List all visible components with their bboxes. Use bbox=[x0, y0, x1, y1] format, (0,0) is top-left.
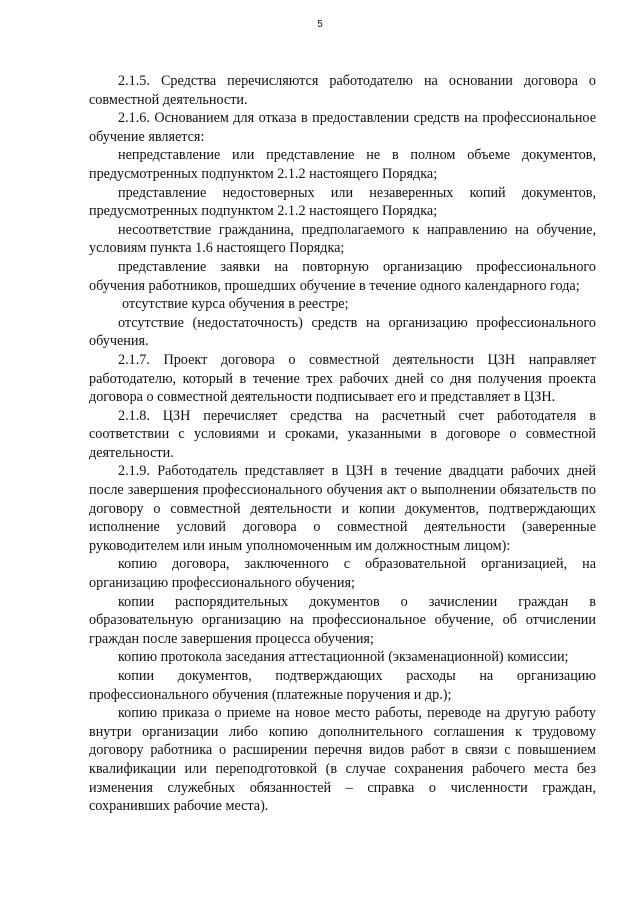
document-list-item: копии распорядительных документов о зачислении граждан в образовательную организацию на профессиональное обучение, об отчислении граждан после завершения процесса обучения; bbox=[89, 593, 596, 647]
document-list-item: копию протокола заседания аттестационной (экзаменационной) комиссии; bbox=[118, 649, 569, 666]
refusal-reason-item: представление недостоверных или незаверенных копий документов, предусмотренных подпунктом 2.1.2 настоящего Порядка; bbox=[89, 184, 596, 220]
paragraph-2-1-9: 2.1.9. Работодатель представляет в ЦЗН в течение двадцати рабочих дней после завершения профессионального обучения акт о выполнении обязательств по договору о совместной деятельности и копии документов, подтверждающих исполнение условий договора о совместной деятельности (заверенные руководителем или иным уполномоченным им должностным лицом): bbox=[89, 463, 596, 554]
paragraph-2-1-5: 2.1.5. Средства перечисляются работодателю на основании договора о совместной деятельности. bbox=[89, 73, 596, 108]
refusal-reason-item: отсутствие (недостаточность) средств на организацию профессионального обучения. bbox=[89, 314, 596, 350]
refusal-reason-item: представление заявки на повторную организацию профессионального обучения работников, прошедших обучение в течение одного календарного года; bbox=[89, 258, 596, 294]
page-number: 5 bbox=[317, 19, 323, 30]
document-list-item: копию договора, заключенного с образовательной организацией, на организацию профессионального обучения; bbox=[89, 556, 596, 592]
document-list-item: копии документов, подтверждающих расходы на организацию профессионального обучения (платежные поручения и др.); bbox=[89, 668, 596, 703]
refusal-reason-item: несоответствие гражданина, предполагаемого к направлению на обучение, условиям пункта 1.6 настоящего Порядка; bbox=[89, 221, 596, 257]
paragraph-2-1-8: 2.1.8. ЦЗН перечисляет средства на расчетный счет работодателя в соответствии с условиями и сроками, указанными в договоре о совместной деятельности. bbox=[89, 407, 596, 461]
refusal-reason-item: непредставление или представление не в полном объеме документов, предусмотренных подпунктом 2.1.2 настоящего Порядка; bbox=[89, 147, 596, 182]
document-list-item: копию приказа о приеме на новое место работы, переводе на другую работу внутри организации либо копию дополнительного соглашения к трудовому договору работника о расширении перечня видов работ в связи с повышением квалификации или переподготовкой (в случае сохранения рабочего места без изменения служебных обязанностей – справка о численности граждан, сохранивших рабочие места). bbox=[89, 705, 596, 815]
paragraph-2-1-7: 2.1.7. Проект договора о совместной деятельности ЦЗН направляет работодателю, который в течение трех рабочих дней со дня получения проекта договора о совместной деятельности подписывает его и представляет в ЦЗН. bbox=[89, 351, 596, 406]
paragraph-2-1-6: 2.1.6. Основанием для отказа в предоставлении средств на профессиональное обучение является: bbox=[89, 110, 596, 145]
refusal-reason-item: отсутствие курса обучения в реестре; bbox=[122, 296, 349, 313]
document-body bbox=[89, 72, 596, 816]
